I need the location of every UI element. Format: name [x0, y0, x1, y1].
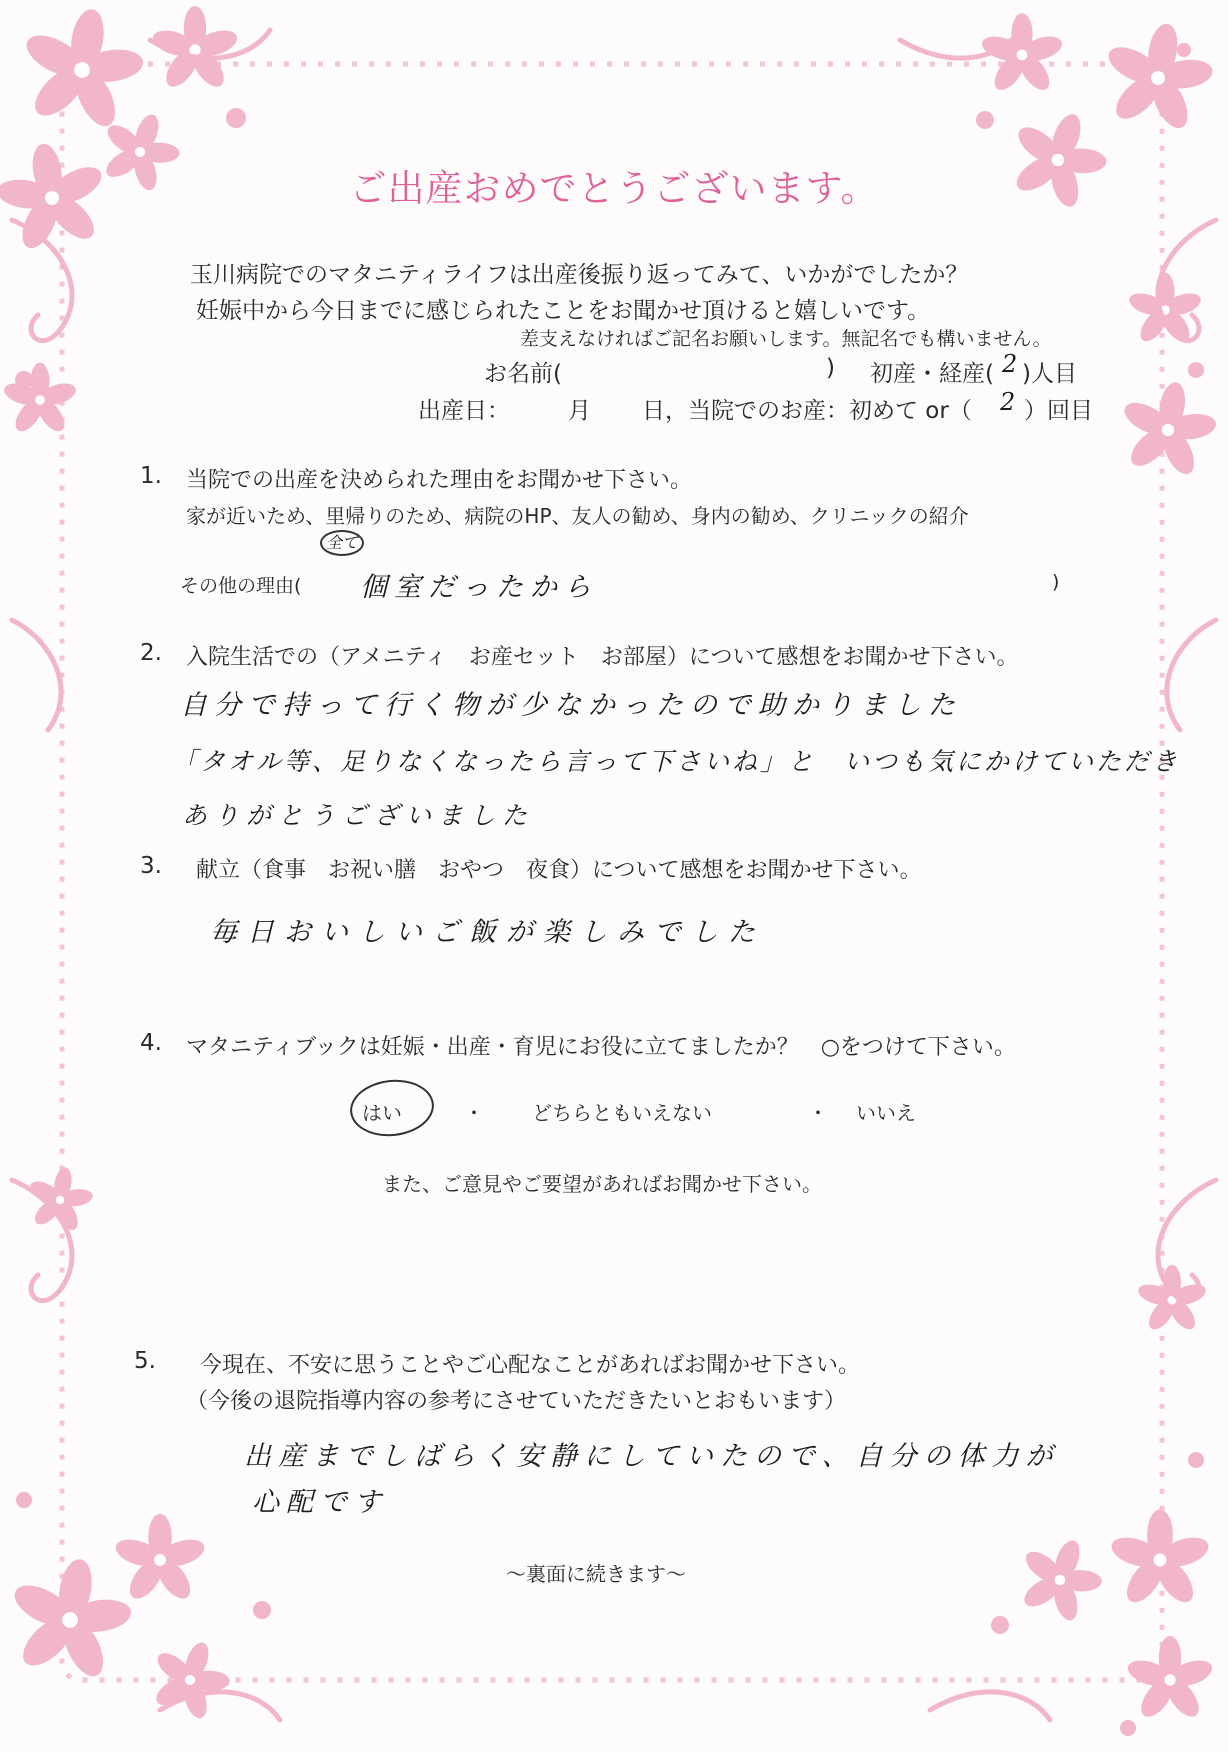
page-title: ご出産おめでとうございます。: [349, 167, 879, 210]
dot-icon: [1188, 362, 1204, 378]
q4-choice-no: いいえ: [856, 1101, 916, 1125]
flower-icon: [1125, 1636, 1216, 1722]
q4-choice-yes: はい: [362, 1101, 402, 1125]
day-label: 日，当院でのお産：初めて or（: [642, 398, 972, 424]
intro-note: 差支えなければご記名お願いします。無記名でも構いません。: [520, 328, 1052, 350]
parity-suffix: )人目: [1022, 361, 1077, 387]
q5-number: 5.: [134, 1348, 156, 1374]
q4-choice-neutral: どちらともいえない: [532, 1101, 712, 1125]
q5-text: 今現在、不安に思うことやご心配なことがあればお聞かせ下さい。: [200, 1353, 861, 1378]
q1-answer: 個室だったから: [360, 572, 598, 603]
dot-icon: [1120, 1720, 1136, 1736]
flower-icon: [9, 0, 155, 139]
intro-line-1: 玉川病院でのマタニティライフは出産後振り返ってみて、いかがでしたか？: [190, 262, 969, 288]
q5-subtext: （今後の退院指導内容の参考にさせていただきたいとおもいます）: [186, 1389, 847, 1414]
dot-icon: [1188, 1452, 1204, 1468]
dot-icon: [976, 111, 994, 129]
dot-icon: [16, 1492, 32, 1508]
swirl-decoration: [1158, 1180, 1216, 1301]
q4-sep-2: ・: [808, 1101, 828, 1125]
dot-icon: [226, 108, 246, 128]
q1-other-close: ): [1052, 571, 1060, 593]
parity-label: 初産・経産(: [870, 361, 994, 387]
times-suffix: ）回目: [1024, 398, 1093, 424]
dot-icon: [991, 1616, 1009, 1634]
q5-answer-line-1: 出産までしばらく安静にしていたので、自分の体力が: [244, 1441, 1060, 1472]
dot-icon: [1177, 43, 1191, 57]
flower-icon: [0, 1548, 143, 1689]
name-close: ): [826, 355, 835, 381]
swirl-decoration: [12, 620, 61, 730]
flower-icon: [1006, 1526, 1115, 1632]
parity-value: 2: [1002, 350, 1018, 378]
q1-text: 当院での出産を決められた理由をお聞かせ下さい。: [186, 468, 693, 493]
q4-sep-1: ・: [464, 1101, 484, 1125]
q2-answer-line-3: ありがとうございました: [182, 801, 535, 830]
q2-answer-line-2: 「タオル等、足りなくなったら言って下さいね」と いつも気にかけていただき: [172, 747, 1181, 776]
flower-icon: [1126, 273, 1203, 346]
flower-icon: [1111, 374, 1226, 485]
swirl-decoration: [930, 1692, 1050, 1720]
q1-options: 家が近いため、里帰りのため、病院のHP、友人の勧め、身内の勧め、クリニックの紹介: [186, 504, 969, 528]
swirl-decoration: [12, 220, 72, 341]
intro-line-2: 妊娠中から今日までに感じられたことをお聞かせ頂けると嬉しいです。: [196, 298, 931, 324]
flower-icon: [1093, 14, 1223, 140]
birth-date-label: 出産日：: [418, 398, 510, 424]
flower-icon: [1, 363, 78, 436]
flower-icon: [21, 1162, 99, 1237]
times-value: 2: [1000, 388, 1016, 416]
month-label: 月: [568, 398, 591, 424]
q2-text: 入院生活での（アメニティ お産セット お部屋）について感想をお聞かせ下さい。: [186, 645, 1019, 670]
name-label: お名前(: [484, 361, 562, 387]
q3-answer: 毎日おいしいご飯が楽しみでした: [210, 917, 765, 948]
q1-number: 1.: [140, 463, 162, 489]
dot-icon: [253, 1601, 271, 1619]
q4-followup: また、ご意見やご要望があればお聞かせ下さい。: [382, 1172, 822, 1196]
dot-icon: [15, 371, 33, 389]
q1-answer-note: 全て: [326, 533, 359, 552]
flower-icon: [112, 1514, 207, 1604]
q3-number: 3.: [140, 853, 162, 879]
q4-text: マタニティブックは妊娠・出産・育児にお役に立てましたか？ ○をつけて下さい。: [186, 1035, 1016, 1060]
footer-continue: ～裏面に続きます～: [506, 1562, 686, 1586]
flower-icon: [1136, 1265, 1208, 1334]
q3-text: 献立（食事 お祝い膳 おやつ 夜食）について感想をお聞かせ下さい。: [196, 858, 922, 883]
q4-number: 4.: [140, 1030, 162, 1056]
swirl-decoration: [1167, 620, 1216, 730]
q5-answer-line-2: 心配です: [252, 1487, 388, 1518]
q1-note-circle: [320, 530, 364, 556]
q2-answer-line-1: 自分で持って行く物が少なかったので助かりました: [180, 690, 962, 721]
q2-number: 2.: [140, 640, 162, 666]
q1-other-label: その他の理由(: [180, 575, 302, 597]
